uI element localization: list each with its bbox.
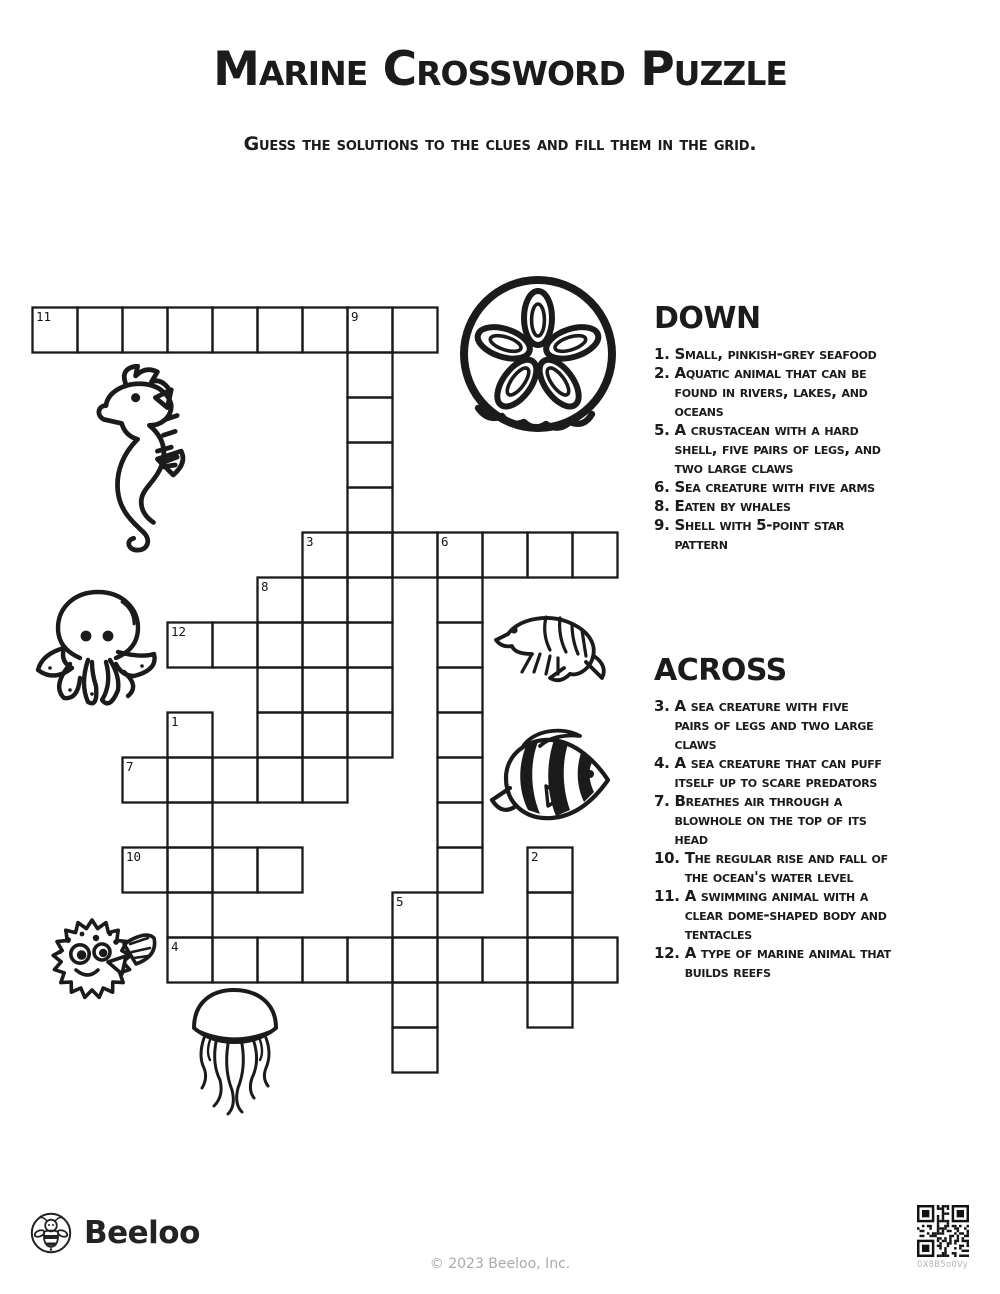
grid-cell[interactable] [483, 938, 528, 983]
pufferfish-illustration [36, 910, 164, 1008]
clue-item [654, 754, 892, 792]
clue-number: 4. [654, 754, 670, 772]
clue-item [654, 345, 892, 364]
clue-number: 8. [654, 497, 670, 515]
grid-cell[interactable] [348, 443, 393, 488]
grid-cell-number: 8 [261, 579, 269, 594]
grid-cell[interactable] [393, 938, 438, 983]
clue-text: A sea creature that can puff itself up to scare predators [674, 754, 882, 791]
grid-cell[interactable] [438, 668, 483, 713]
grid-cell[interactable] [213, 308, 258, 353]
grid-cell[interactable] [438, 758, 483, 803]
clue-item [654, 792, 892, 849]
grid-cell-number: 12 [171, 624, 187, 639]
clue-number: 6. [654, 478, 670, 496]
clue-text: A sea creature with five pairs of legs and two large claws [674, 697, 874, 753]
grid-cell[interactable] [528, 983, 573, 1028]
down-heading: DOWN [654, 301, 761, 336]
grid-cell[interactable] [258, 713, 303, 758]
grid-cell[interactable] [213, 758, 258, 803]
grid-cell[interactable] [393, 308, 438, 353]
grid-cell[interactable] [168, 758, 213, 803]
clue-number: 9. [654, 516, 670, 534]
clue-text: A crustacean with a hard shell, five pairs of legs, and two large claws [674, 421, 881, 477]
down-clue-list [654, 345, 892, 554]
clue-number: 7. [654, 792, 670, 810]
clue-item [654, 421, 892, 478]
grid-cell-number: 9 [351, 309, 359, 324]
qr-code [917, 1205, 969, 1257]
grid-cell[interactable] [168, 803, 213, 848]
grid-cell[interactable] [213, 848, 258, 893]
clue-number: 3. [654, 697, 670, 715]
grid-cell[interactable] [438, 623, 483, 668]
clue-text: Small, pinkish-grey seafood [674, 345, 877, 363]
grid-cell[interactable] [573, 938, 618, 983]
grid-cell[interactable] [303, 713, 348, 758]
grid-cell[interactable] [303, 668, 348, 713]
grid-cell-number: 1 [171, 714, 179, 729]
jellyfish-illustration [188, 986, 282, 1120]
clue-item [654, 364, 892, 421]
grid-cell[interactable] [168, 308, 213, 353]
grid-cell[interactable] [258, 938, 303, 983]
grid-cell[interactable] [348, 938, 393, 983]
shrimp-illustration [492, 606, 618, 686]
grid-cell[interactable] [348, 668, 393, 713]
grid-cell-number: 2 [531, 849, 539, 864]
grid-cell[interactable] [213, 938, 258, 983]
clue-number: 2. [654, 364, 670, 382]
grid-cell[interactable] [393, 1028, 438, 1073]
clue-text: A type of marine animal that builds reefs [684, 944, 891, 981]
grid-cell[interactable] [348, 578, 393, 623]
grid-cell[interactable] [213, 623, 258, 668]
grid-cell[interactable] [303, 578, 348, 623]
clue-number: 1. [654, 345, 670, 363]
seahorse-illustration [90, 364, 205, 566]
grid-cell[interactable] [168, 893, 213, 938]
clue-item [654, 697, 892, 754]
grid-cell[interactable] [258, 668, 303, 713]
grid-cell-number: 10 [126, 849, 142, 864]
grid-cell[interactable] [348, 533, 393, 578]
clue-item [654, 497, 892, 516]
across-heading: ACROSS [654, 653, 787, 688]
grid-cell[interactable] [348, 353, 393, 398]
grid-cell[interactable] [168, 848, 213, 893]
grid-cell[interactable] [348, 713, 393, 758]
clue-item [654, 944, 892, 982]
grid-cell-number: 11 [36, 309, 52, 324]
clue-number: 12. [654, 944, 680, 962]
grid-cell[interactable] [303, 938, 348, 983]
clue-text: Aquatic animal that can be found in rivers, lakes, and oceans [674, 364, 868, 420]
grid-cell[interactable] [348, 488, 393, 533]
grid-cell-number: 5 [396, 894, 404, 909]
clue-number: 5. [654, 421, 670, 439]
grid-cell[interactable] [258, 623, 303, 668]
grid-cell-number: 7 [126, 759, 134, 774]
grid-cell[interactable] [123, 308, 168, 353]
clue-number: 11. [654, 887, 680, 905]
grid-cell[interactable] [528, 893, 573, 938]
grid-cell[interactable] [258, 848, 303, 893]
page-title: Marine Crossword Puzzle [213, 42, 787, 97]
clue-text: Sea creature with five arms [674, 478, 875, 496]
copyright-text: © 2023 Beeloo, Inc. [429, 1256, 571, 1272]
grid-cell[interactable] [438, 938, 483, 983]
clue-number: 10. [654, 849, 680, 867]
across-clue-list [654, 697, 892, 982]
grid-cell[interactable] [303, 623, 348, 668]
clue-text: Breathes air through a blowhole on the top of its head [674, 792, 867, 848]
grid-cell-number: 4 [171, 939, 179, 954]
grid-cell[interactable] [303, 758, 348, 803]
grid-cell-number: 3 [306, 534, 314, 549]
grid-cell[interactable] [78, 308, 123, 353]
grid-cell[interactable] [258, 758, 303, 803]
grid-cell[interactable] [393, 983, 438, 1028]
grid-cell[interactable] [348, 623, 393, 668]
clue-item [654, 516, 892, 554]
clue-text: The regular rise and fall of the ocean's water level [684, 849, 888, 886]
grid-cell[interactable] [483, 533, 528, 578]
clue-item [654, 849, 892, 887]
qr-code-label: 0X8B5o0Vy [917, 1260, 968, 1270]
clue-item [654, 887, 892, 944]
sand-dollar-illustration [450, 274, 626, 440]
tropical-fish-illustration [486, 724, 614, 832]
beeloo-bee-logo-icon [30, 1212, 72, 1254]
clue-text: Shell with 5-point star pattern [674, 516, 845, 553]
grid-cell[interactable] [438, 713, 483, 758]
clue-item [654, 478, 892, 497]
grid-cell[interactable] [348, 398, 393, 443]
grid-cell-number: 6 [441, 534, 449, 549]
clue-text: A swimming animal with a clear dome-shaped body and tentacles [684, 887, 887, 943]
grid-cell[interactable] [528, 533, 573, 578]
grid-cell[interactable] [573, 533, 618, 578]
grid-cell[interactable] [303, 308, 348, 353]
grid-cell[interactable] [528, 938, 573, 983]
clue-text: Eaten by whales [674, 497, 791, 515]
grid-cell[interactable] [438, 803, 483, 848]
grid-cell[interactable] [393, 533, 438, 578]
page-subtitle: Guess the solutions to the clues and fill them in the grid. [243, 133, 757, 155]
octopus-illustration [34, 586, 162, 708]
brand-wordmark: Beeloo [84, 1215, 200, 1251]
grid-cell[interactable] [438, 578, 483, 623]
grid-cell[interactable] [258, 308, 303, 353]
grid-cell[interactable] [438, 848, 483, 893]
